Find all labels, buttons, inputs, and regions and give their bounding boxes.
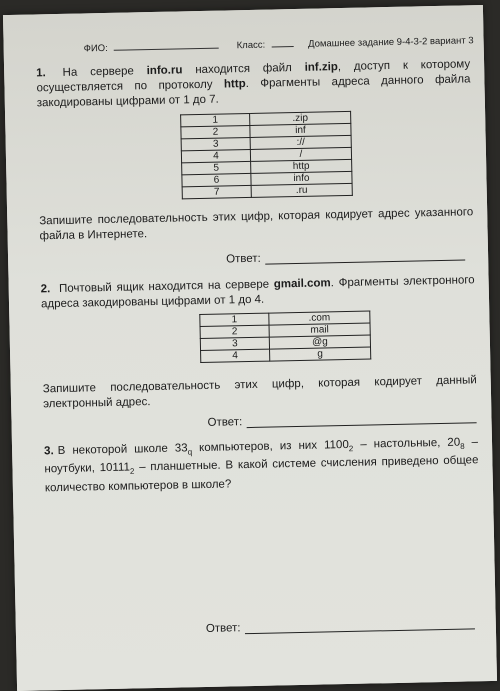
code-value: http (251, 159, 352, 173)
code-key: 2 (181, 125, 250, 138)
code-value: :// (250, 135, 351, 149)
task3-part: компьютеров, из них 1100 (191, 438, 349, 455)
base-subscript: q (187, 447, 193, 457)
task2-part: . Фрагменты электронного адреса закодированы цифрами от 1 до 4. (40, 274, 475, 311)
task3-text (44, 435, 479, 496)
task1-answer (226, 248, 465, 265)
base-subscript: 8 (460, 441, 465, 451)
code-key: 3 (200, 337, 269, 350)
code-key: 4 (181, 149, 250, 162)
code-value: inf (250, 123, 351, 137)
task2-part: Почтовый ящик находится на сервере (58, 278, 270, 295)
code-key: 5 (182, 161, 251, 174)
code-value: info (251, 171, 352, 185)
code-value: @g (269, 335, 370, 349)
task1-answer-line (265, 259, 465, 264)
task1-question: Запишите последовательность этих цифр, которая кодирует адрес указанного файла в Интернете. (39, 206, 474, 243)
fio-blank (114, 48, 219, 51)
task2-server: gmail.com (273, 277, 331, 291)
task1-number: 1. (36, 67, 46, 80)
code-key: 6 (182, 173, 251, 186)
answer-label: Ответ: (226, 252, 261, 266)
assignment-title: Домашнее задание 9-4-3-2 вариант 3 (307, 35, 474, 50)
task3-part: – планшетные. В какой системе счисления приведено общее количество компьютеров в школе? (44, 454, 479, 494)
task2-answer-line (246, 422, 476, 428)
code-key: 7 (182, 185, 251, 198)
class-label: Класс: (236, 39, 266, 52)
task3-answer (206, 617, 475, 635)
header (84, 35, 474, 54)
task2-question: Запишите последовательность этих цифр, которая кодирует данный электронный адрес. (42, 374, 477, 411)
answer-label: Ответ: (205, 622, 241, 635)
code-value: .com (269, 311, 370, 325)
task1-part: На сервере (62, 65, 134, 79)
task1-part: находится файл (195, 62, 292, 77)
task2-code-table (199, 310, 371, 363)
base-subscript: 2 (129, 467, 135, 477)
code-value: .zip (250, 111, 351, 125)
fio-label: ФИО: (83, 42, 108, 55)
table-row (201, 347, 371, 363)
code-value: .ru (251, 183, 352, 197)
table-row (182, 183, 352, 199)
task1-code-table (180, 111, 353, 200)
code-value: / (250, 147, 351, 161)
task1-protocol: http (223, 78, 246, 91)
task2-answer (207, 411, 476, 429)
task2-text (41, 273, 476, 312)
code-key: 2 (200, 325, 269, 338)
code-key: 1 (200, 313, 269, 326)
code-key: 3 (181, 137, 250, 150)
code-value: mail (269, 323, 370, 337)
class-blank (271, 46, 294, 47)
task1-text (36, 57, 471, 111)
task3-number: 3. (43, 445, 54, 458)
code-key: 4 (201, 349, 270, 362)
task3-part: – ноутбуки, 10111 (44, 436, 479, 476)
task1-part: . Фрагменты адреса данного файла закодированы цифрами от 1 до 7. (36, 73, 471, 110)
task1-part: , доступ к которому осуществляется по протоколу (36, 58, 471, 95)
code-value: g (270, 347, 371, 361)
task3-part: – настольные, 20 (353, 436, 461, 451)
answer-label: Ответ: (207, 416, 243, 429)
task3-part: В некоторой школе 33 (57, 442, 188, 458)
task1-server: info.ru (146, 64, 183, 78)
task3-answer-line (245, 628, 475, 634)
code-key: 1 (181, 113, 250, 126)
base-subscript: 2 (348, 444, 354, 454)
task1-file: inf.zip (304, 61, 338, 74)
task2-number: 2. (40, 283, 51, 296)
worksheet-page (3, 5, 497, 691)
